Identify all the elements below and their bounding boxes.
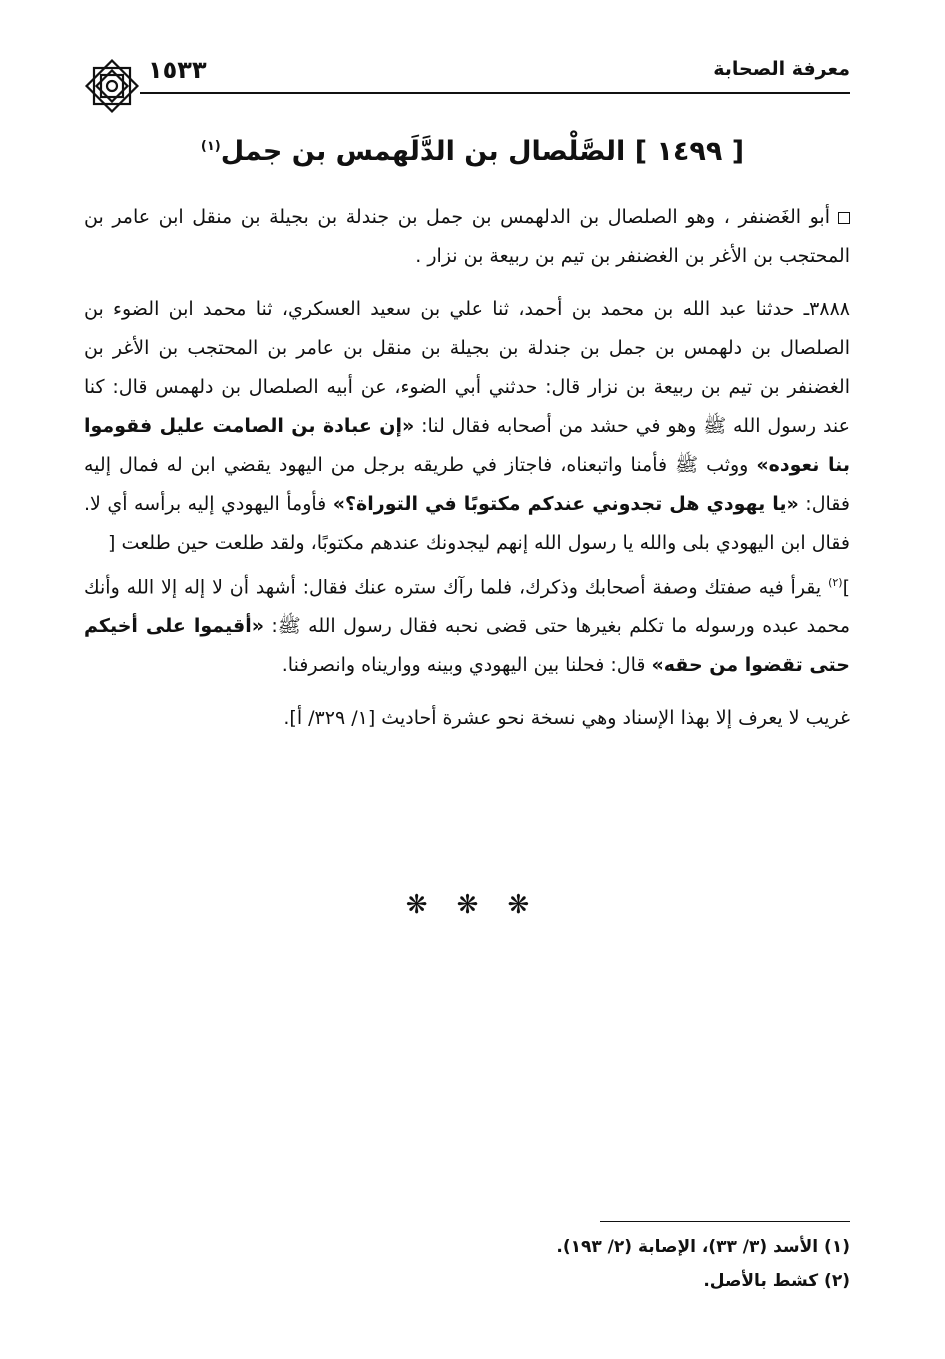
footnote-mark: (١) (200, 139, 221, 154)
hadith-paragraph: ٣٨٨٨ـ حدثنا عبد الله بن محمد بن أحمد، ثنا علي بن سعيد العسكري، ثنا محمد ابن الضوء بن الصلصال بن دلهمس بن جمل بن جندلة بن بجيلة بن منقل بن عامر بن المحتجب بن الأغر بن الغضنفر بن تيم بن ربيعة بن نزار قال: حدثني أبي الضوء، عن أبيه الصلصال بن دلهمس قال: كنا عند رسول الله ﷺ وهو في حشد من أصحابه فقال لنا: «إن عبادة بن الصامت عليل فقوموا بنا نعوده» ووثب ﷺ فأمنا واتبعناه، فاجتاز في طريقه برجل من اليهود يقضي ابن له فمال إليه فقال: «يا يهودي هل تجدوني عندكم مكتوبًا في التوراة؟» فأومأ اليهودي إليه برأسه أي لا. فقال ابن اليهودي بلى والله يا رسول الله إنهم ليجدونك عندهم مكتوبًا، ولقد طلعت حين طلعت []$^{(٢)}$ يقرأ فيه صفتك وصفة أصحابك وذكرك، فلما رآك ستره عنك فقال: أشهد أن لا إله إلا الله وأنك محمد عبده ورسوله ما تكلم بغيرها حتى قضى نحبه فقال رسول الله ﷺ: «أقيموا على أخيكم حتى تقضوا من حقه» قال: فحلنا بين اليهودي وبينه وواريناه وانصرفنا. (84, 298, 850, 677)
footnote-1: (١) الأسد (٣/ ٣٣)، الإصابة (٢/ ١٩٣). (556, 1237, 850, 1257)
entry-number: [ ١٤٩٩ ] (634, 136, 745, 167)
footnote-rule (600, 1221, 850, 1222)
page-number: ١٥٣٣ (148, 56, 207, 84)
entry-name: الصَّلْصال بن الدَّلَهمس بن جمل (220, 136, 626, 167)
square-bullet-icon (838, 212, 850, 224)
footnote-mark: (٢) (828, 576, 843, 589)
intro-paragraph: أبو الغَضنفر ، وهو الصلصال بن الدلهمس بن جمل بن جندلة بن بجيلة بن منقل ابن عامر بن المحتجب بن الأغر بن الغضنفر بن تيم بن ربيعة بن نزار . (84, 206, 850, 267)
footnotes (300, 1230, 850, 1298)
entry-title (120, 136, 825, 167)
hadith-quote: «إن عبادة بن الصامت عليل فقوموا بنا نعوده» (84, 415, 850, 476)
header-rule (140, 92, 850, 94)
footnote-2: (٢) كشط بالأصل. (703, 1271, 850, 1291)
hadith-quote: «يا يهودي هل تجدوني عندكم مكتوبًا في التوراة؟» (332, 493, 799, 515)
grading-paragraph: غريب لا يعرف إلا بهذا الإسناد وهي نسخة نحو عشرة أحاديث [١/ ٣٢٩/ أ]. (283, 707, 850, 730)
hadith-quote: «أقيموا على أخيكم حتى تقضوا من حقه» (84, 615, 850, 677)
running-head: معرفة الصحابة (713, 58, 850, 80)
section-separator: ❋ ❋ ❋ (405, 890, 540, 920)
octagonal-star-ornament-icon (82, 56, 142, 116)
body-text (84, 198, 850, 738)
